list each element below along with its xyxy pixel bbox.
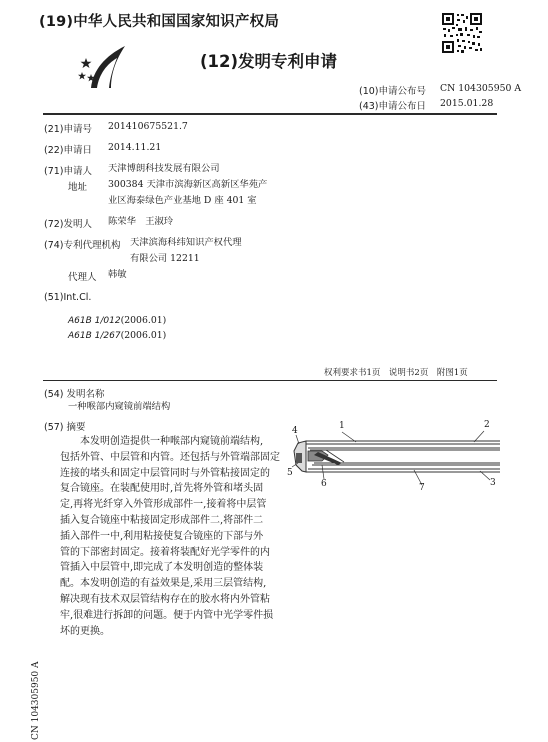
intcl-label: (51)Int.Cl. xyxy=(44,292,92,303)
invention-title: 一种喉部内窥镜前端结构 xyxy=(68,401,171,412)
abstract-line: 连接的堵头和固定中层管同时与外管粘接固定的 xyxy=(60,467,270,479)
publication-number: CN 104305950 A xyxy=(440,83,522,94)
publication-date-label: (43)申请公布日 xyxy=(359,101,427,112)
agent: 韩敏 xyxy=(108,269,127,280)
agent-label: 代理人 xyxy=(68,272,97,283)
figure-label-4: 4 xyxy=(292,426,298,436)
application-number: 201410675521.7 xyxy=(108,121,188,132)
agency-line-1: 天津滨海科纬知识产权代理 xyxy=(130,237,242,248)
abstract-label: (57) 摘要 xyxy=(44,422,86,433)
inventor-label: (72)发明人 xyxy=(44,219,93,230)
abstract-line: 包括外管、中层管和内管。还包括与外管端部固定 xyxy=(60,451,280,463)
qr-code xyxy=(441,12,483,54)
figure-label-7: 7 xyxy=(419,483,425,493)
abstract-line: 复合镜座。在装配使用时,首先将外管和堵头固 xyxy=(60,483,264,495)
abstract-line: 插入复合镜座中粘接固定形成部件二,将部件二 xyxy=(60,514,264,526)
intcl-version: (2006.01) xyxy=(120,315,167,326)
abstract-line: 牢,很难进行拆卸的问题。便于内管中光学零件损 xyxy=(60,609,274,621)
agency-line-2: 有限公司 12211 xyxy=(130,253,200,264)
inventors: 陈荣华 王淑玲 xyxy=(108,216,174,227)
abstract-line: 本发明创造提供一种喉部内窥镜前端结构, xyxy=(80,436,264,447)
intcl-code: A61B 1/267 xyxy=(68,331,121,341)
figure-label-3: 3 xyxy=(490,478,496,488)
agency-label: (74)专利代理机构 xyxy=(44,240,121,251)
figure-label-1: 1 xyxy=(339,421,345,431)
page-counts: 权利要求书1页 说明书2页 附图1页 xyxy=(324,368,468,378)
publication-date: 2015.01.28 xyxy=(440,98,494,109)
intcl-item xyxy=(68,323,166,342)
side-publication-number: CN 104305950 A xyxy=(31,661,41,740)
applicant-label: (71)申请人 xyxy=(44,166,93,177)
abstract-line: 坏的更换。 xyxy=(60,625,110,637)
abstract-line: 管插入中层管中,即完成了本发明创造的整体装 xyxy=(60,562,264,574)
header-divider xyxy=(43,113,497,115)
filing-date: 2014.11.21 xyxy=(108,142,162,153)
biblio-divider xyxy=(43,380,497,381)
abstract-line: 解决现有技术双层管结构存在的胶水将内外管粘 xyxy=(60,593,270,605)
abstract-line: 定,再将光纤穿入外管形成部件一,接着将中层管 xyxy=(60,499,267,511)
figure-label-6: 6 xyxy=(321,479,327,489)
intcl-code: A61B 1/012 xyxy=(68,316,121,326)
address-label: 地址 xyxy=(68,182,88,193)
abstract-line: 插入部件一中,利用粘接使复合镜座的下部与外 xyxy=(60,530,264,542)
abstract-text xyxy=(60,435,280,640)
address-line-2: 业区海泰绿色产业基地 D 座 401 室 xyxy=(108,195,257,206)
applicant: 天津博朗科技发展有限公司 xyxy=(108,163,220,174)
office-name: (19)中华人民共和国国家知识产权局 xyxy=(39,14,280,30)
intcl-version: (2006.01) xyxy=(120,330,167,341)
address-line-1: 300384 天津市滨海新区高新区华苑产 xyxy=(108,179,268,190)
abstract-line: 管的下部密封固定。接着将装配好光学零件的内 xyxy=(60,546,270,558)
endoscope-drawing xyxy=(284,420,502,497)
document-type: (12)发明专利申请 xyxy=(200,52,338,71)
application-number-label: (21)申请号 xyxy=(44,124,93,135)
abstract-line: 配。本发明创造的有益效果是,采用三层管结构, xyxy=(60,578,267,590)
publication-number-label: (10)申请公布号 xyxy=(359,86,427,97)
title-label: (54) 发明名称 xyxy=(44,389,105,400)
figure-label-5: 5 xyxy=(287,468,293,478)
figure-label-2: 2 xyxy=(484,420,490,430)
office-logo xyxy=(77,44,131,90)
filing-date-label: (22)申请日 xyxy=(44,145,93,156)
